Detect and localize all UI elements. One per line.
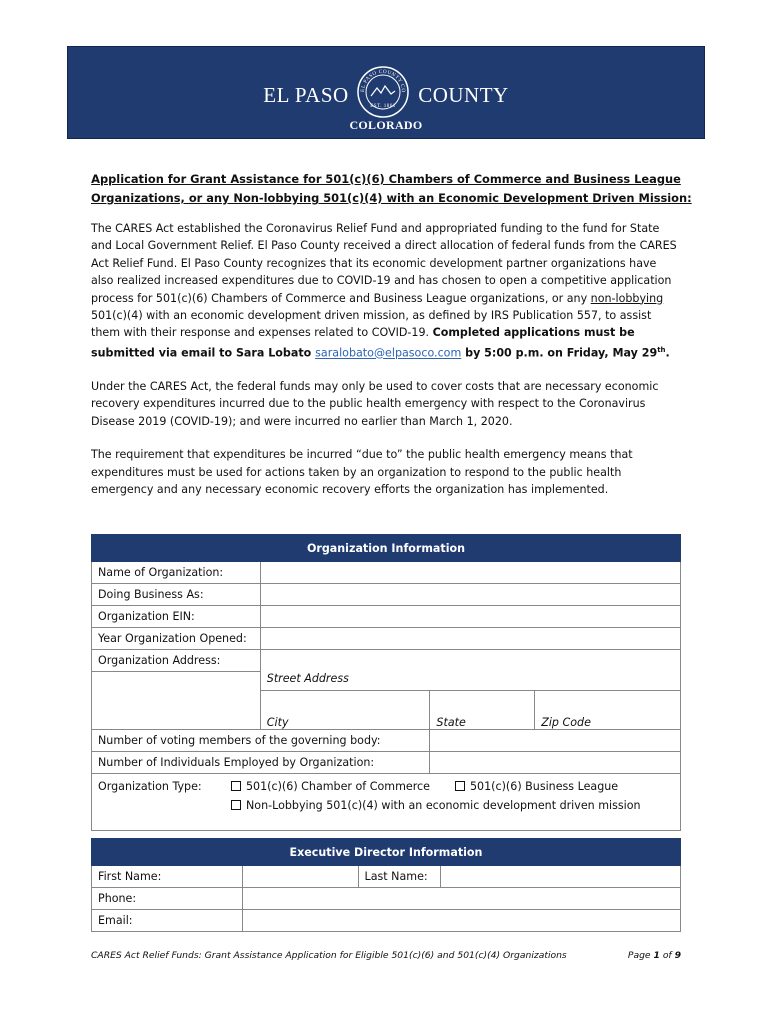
eligibility-paragraph: Under the CARES Act, the federal funds may only be used to cover costs that are necessary economic recovery expenditures incurred due to the public health emergency with respect to the Coronavirus Disease 2019 (COVID-19); and were incurred no earlier than March 1, 2020. — [91, 379, 659, 428]
voting-members-field[interactable] — [430, 729, 681, 751]
deadline-sup: th — [657, 345, 666, 354]
address-label-spacer — [92, 672, 261, 730]
intro-underline: non-lobbying — [590, 291, 664, 305]
non-lobbying-checkbox[interactable] — [231, 800, 241, 810]
of-word: of — [662, 950, 672, 961]
zip-label: Zip Code — [541, 715, 591, 729]
city-label: City — [266, 715, 289, 729]
title-line-1: Application for Grant Assistance for 501(c)(6) Chambers of Commerce and Business League — [91, 172, 681, 186]
document-body — [91, 170, 692, 498]
business-league-option[interactable] — [455, 780, 618, 793]
page-word: Page — [627, 950, 651, 961]
intro-paragraph — [91, 220, 681, 362]
phone-label: Phone: — [92, 888, 243, 910]
org-name-field[interactable] — [260, 562, 680, 584]
exec-form-heading: Executive Director Information — [92, 839, 681, 866]
chamber-checkbox[interactable] — [231, 781, 241, 791]
year-opened-field[interactable] — [260, 628, 680, 650]
employees-field[interactable] — [430, 751, 681, 773]
brand-right: COUNTY — [418, 82, 509, 107]
zip-field[interactable] — [535, 690, 681, 729]
seal-est: EST. 1861 — [370, 104, 397, 109]
org-type-row — [92, 773, 681, 830]
state-label: State — [436, 715, 466, 729]
submission-instruction: Completed applications must be submitted via email to Sara Lobato — [91, 326, 635, 360]
business-league-option-label: 501(c)(6) Business League — [470, 779, 619, 793]
first-name-label: First Name: — [92, 866, 243, 888]
first-name-field[interactable] — [242, 866, 358, 888]
organization-form — [91, 534, 681, 831]
header-subtitle: COLORADO — [349, 118, 423, 132]
seal-ring-text: EL PASO COUNTY CO — [360, 68, 407, 93]
state-field[interactable] — [430, 690, 535, 729]
street-address-label: Street Address — [266, 671, 349, 685]
non-lobbying-option[interactable] — [231, 799, 641, 812]
chamber-option-label: 501(c)(6) Chamber of Commerce — [246, 779, 430, 793]
footer-title: CARES Act Relief Funds: Grant Assistance Application for Eligible 501(c)(6) and 501(c)(4) Organizations — [91, 950, 567, 961]
email-field[interactable] — [242, 910, 680, 932]
non-lobbying-option-label: Non-Lobbying 501(c)(4) with an economic development driven mission — [246, 798, 641, 812]
intro-text-b: 501(c)(4) with an economic development driven mission, as defined by IRS Publication 557, to assist them with their response and expenses related to COVID-19. — [91, 309, 652, 340]
ein-label: Organization EIN: — [92, 606, 261, 628]
last-name-field[interactable] — [441, 866, 681, 888]
title-line-2: Organizations, or any Non-lobbying 501(c)(4) with an Economic Development Driven Mission: — [91, 191, 692, 205]
executive-director-form — [91, 838, 681, 932]
street-address-field[interactable] — [260, 672, 680, 691]
intro-text-a: The CARES Act established the Coronavirus Relief Fund and appropriated funding to the fund for State and Local Government Relief. El Paso County received a direct allocation of federal funds from the CARES Act Relief Fund. El Paso County recognizes that its economic development partner organizations have also realized increased expenditures due to COVID-19 and has chosen to open a competitive application process for 501(c)(6) Chambers of Commerce and Business League organizations, or any — [91, 222, 677, 305]
address-spacer — [260, 650, 680, 672]
org-name-label: Name of Organization: — [92, 562, 261, 584]
page-current: 1 — [653, 950, 660, 961]
page-title — [91, 170, 692, 208]
brand-left: EL PASO — [263, 82, 349, 107]
deadline-end: . — [665, 346, 670, 360]
business-league-checkbox[interactable] — [455, 781, 465, 791]
county-seal-icon — [356, 65, 410, 125]
chamber-option[interactable] — [231, 780, 430, 793]
county-logo — [68, 65, 704, 125]
city-field[interactable] — [260, 690, 430, 729]
page-number — [628, 950, 681, 961]
email-link[interactable]: saralobato@elpasoco.com — [315, 346, 462, 360]
email-label: Email: — [92, 910, 243, 932]
dba-label: Doing Business As: — [92, 584, 261, 606]
address-label: Organization Address: — [92, 650, 261, 672]
employees-label: Number of Individuals Employed by Organization: — [92, 751, 430, 773]
ein-field[interactable] — [260, 606, 680, 628]
page-total: 9 — [674, 950, 681, 961]
year-opened-label: Year Organization Opened: — [92, 628, 261, 650]
dba-field[interactable] — [260, 584, 680, 606]
phone-field[interactable] — [242, 888, 680, 910]
last-name-label: Last Name: — [358, 866, 441, 888]
page-footer — [91, 950, 681, 961]
deadline-text: by 5:00 p.m. on Friday, May 29 — [461, 346, 658, 360]
header-banner — [67, 46, 705, 139]
voting-members-label: Number of voting members of the governing body: — [92, 729, 430, 751]
requirement-paragraph: The requirement that expenditures be incurred “due to” the public health emergency means that expenditures must be used for actions taken by an organization to respond to the public health emergency and any necessary economic recovery efforts the organization has implemented. — [91, 448, 633, 496]
org-form-heading: Organization Information — [92, 535, 681, 562]
org-type-label: Organization Type: — [98, 779, 202, 793]
